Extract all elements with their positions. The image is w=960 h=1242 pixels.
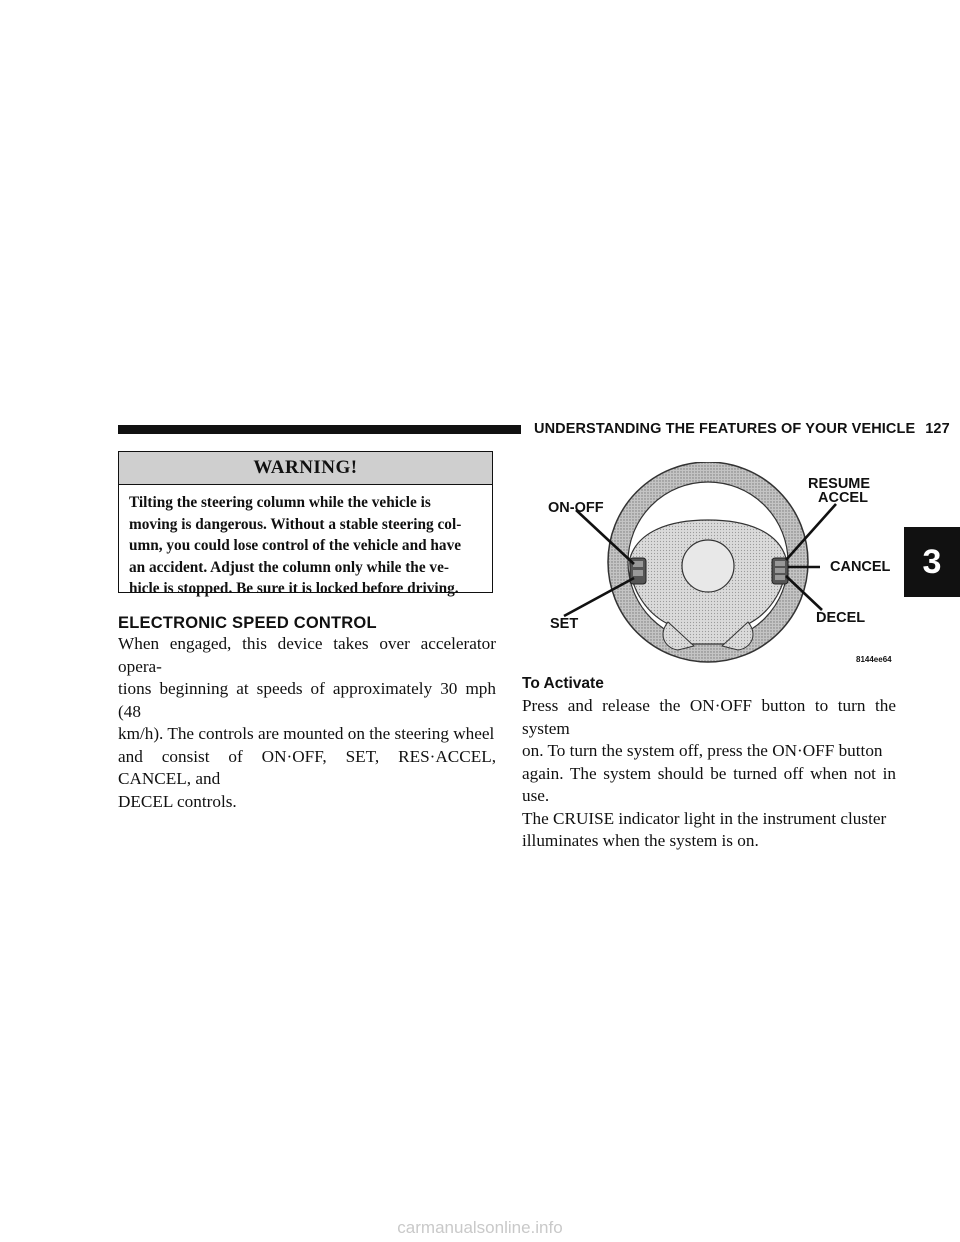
- paragraph-line: illuminates when the system is on.: [522, 831, 759, 850]
- activate-heading: To Activate: [522, 675, 604, 692]
- running-header: [534, 421, 950, 437]
- header-rule: [118, 425, 521, 434]
- header-title: UNDERSTANDING THE FEATURES OF YOUR VEHICLE: [534, 421, 916, 437]
- warning-title: WARNING!: [119, 452, 492, 485]
- label-on-off: ON-OFF: [548, 500, 604, 516]
- paragraph-line: and consist of ON·OFF, SET, RES·ACCEL, CANCEL, and: [118, 746, 496, 788]
- figure-code: 8144ee64: [856, 655, 892, 664]
- warning-line: moving is dangerous. Without a stable steering col-: [129, 515, 462, 533]
- warning-line: hicle is stopped. Be sure it is locked before driving.: [129, 580, 459, 597]
- warning-box: [118, 451, 493, 597]
- label-set: SET: [550, 616, 579, 632]
- warning-line: Tilting the steering column while the vehicle is: [129, 494, 431, 511]
- watermark: carmanualsonline.info: [397, 1218, 563, 1237]
- label-accel: ACCEL: [818, 490, 868, 506]
- section-heading: ELECTRONIC SPEED CONTROL: [118, 614, 377, 632]
- activate-paragraph: [522, 695, 896, 853]
- paragraph-line: DECEL controls.: [118, 791, 237, 811]
- paragraph-line: tions beginning at speeds of approximately 30 mph (48: [118, 679, 496, 721]
- airbag-cover: [682, 540, 734, 592]
- paragraph-line: on. To turn the system off, press the ON·OFF button: [522, 741, 883, 760]
- warning-line: an accident. Adjust the column only while the ve-: [129, 558, 449, 576]
- paragraph-line: km/h). The controls are mounted on the steering wheel: [118, 724, 495, 743]
- warning-body: [119, 485, 492, 600]
- warning-line: umn, you could lose control of the vehicle and have: [129, 537, 462, 554]
- paragraph-line: When engaged, this device takes over accelerator opera-: [118, 634, 496, 676]
- steering-wheel-figure: [518, 462, 896, 672]
- paragraph-line: again. The system should be turned off when not in use.: [522, 763, 896, 805]
- section-paragraph: [118, 633, 496, 813]
- paragraph-line: The CRUISE indicator light in the instrument cluster: [522, 808, 887, 828]
- label-resume: RESUME: [808, 476, 871, 492]
- paragraph-line: Press and release the ON·OFF button to turn the system: [522, 696, 896, 738]
- label-cancel: CANCEL: [830, 559, 891, 575]
- page-number: 127: [925, 421, 950, 437]
- label-decel: DECEL: [816, 610, 866, 626]
- chapter-tab[interactable]: 3: [904, 527, 960, 597]
